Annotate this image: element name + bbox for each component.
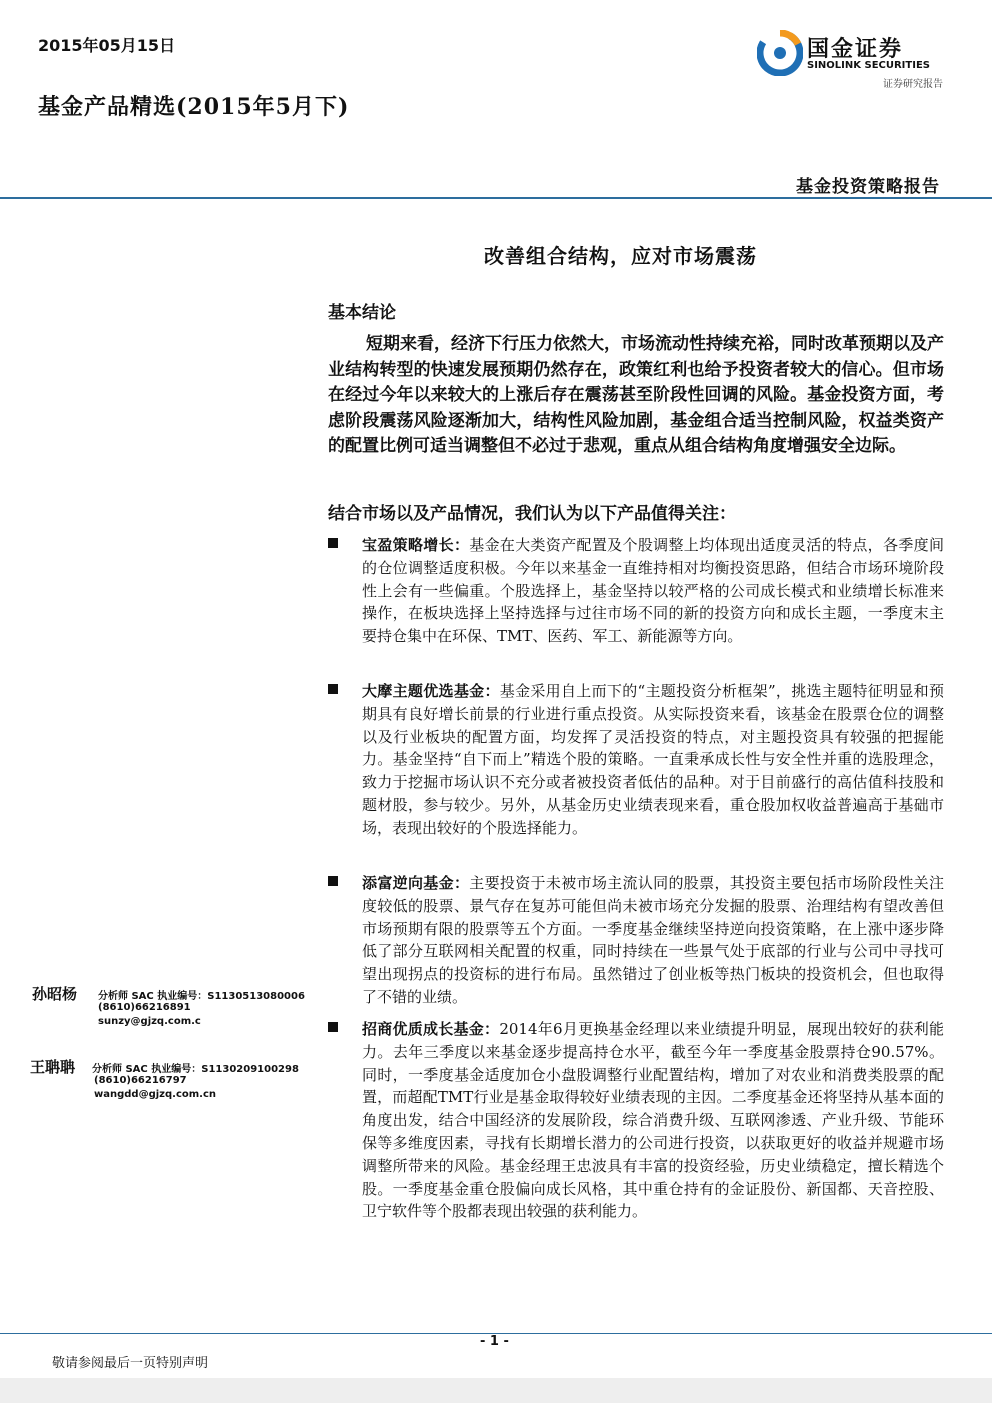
footer-bar (0, 1378, 992, 1403)
fund-item (328, 534, 944, 648)
logo-cn-text: 国金证券 (807, 37, 904, 62)
fund-text: 2014年6月更换基金经理以来业绩提升明显，展现出较好的获利能力。去年三季度以来基金逐步提高持仓水平，截至今年一季度基金股票持仓90.57%。同时，一季度基金适度加仓小盘股调整行业配置结构，增加了对农业和消费类股票的配置，而超配TMT行业是基金取得较好业绩表现的主因。二季度基金还将坚持从基本面的角度出发，结合中国经济的发展阶段，综合消费升级、互联网渗透、产业升级、节能环保等多维度因素，寻找有长期增长潜力的公司进行投资，以获取更好的收益并规避市场调整所带来的风险。基金经理王忠波具有丰富的投资经验，历史业绩稳定，擅长精选个股。一季度基金重仓股偏向成长风格，其中重仓持有的金证股份、新国都、天音控股、卫宁软件等个股都表现出较强的获利能力。 (362, 1020, 944, 1221)
fund-text: 基金采用自上而下的“主题投资分析框架”，挑选主题特征明显和预期具有良好增长前景的行业进行重点投资。从实际投资来看，该基金在股票仓位的调整以及行业板块的配置方面，均发挥了灵活投资的特点，对主题投资具有较强的把握能力。基金坚持“自下而上”精选个股的策略。一直秉承成长性与安全性并重的选股理念，致力于挖掘市场认识不充分或者被投资者低估的品种。对于目前盛行的高估值科技股和题材股，参与较少。另外，从基金历史业绩表现来看，重仓股加权收益普遍高于基础市场，表现出较好的个股选择能力。 (362, 682, 944, 837)
analyst-email[interactable]: sunzy@gjzq.com.c (98, 1016, 201, 1027)
fund-item (328, 680, 944, 840)
headline: 改善组合结构，应对市场震荡 (484, 244, 757, 268)
fund-text: 基金在大类资产配置及个股调整上均体现出适度灵活的特点，各季度间的仓位调整适度积极。今年以来基金一直维持相对均衡投资思路，但结合市场环境阶段性上会有一些偏重。个股选择上，基金坚持以较严格的公司成长模式和业绩增长标准来操作，在板块选择上坚持选择与过往市场不同的新的投资方向和成长主题，一季度末主要持仓集中在环保、TMT、医药、军工、新能源等方向。 (362, 536, 944, 646)
intro-line: 结合市场以及产品情况，我们认为以下产品值得关注： (328, 504, 736, 524)
analyst-license: 分析师 SAC 执业编号：S1130513080006 (98, 991, 305, 1002)
analyst-name: 王聃聃 (30, 1058, 76, 1076)
analyst-phone: (8610)66216797 (94, 1075, 187, 1086)
bullet-icon (328, 684, 338, 694)
bullet-icon (328, 876, 338, 886)
summary-paragraph: 短期来看，经济下行压力依然大，市场流动性持续充裕，同时改革预期以及产业结构转型的快速发展预期仍然存在，政策红利也给予投资者较大的信心。但市场在经过今年以来较大的上涨后存在震荡甚至阶段性回调的风险。基金投资方面，考虑阶段震荡风险逐渐加大，结构性风险加剧，基金组合适当控制风险，权益类资产的配置比例可适当调整但不必过于悲观，重点从组合结构角度增强安全边际。 (328, 334, 944, 457)
analyst-name: 孙昭杨 (32, 985, 78, 1003)
disclaimer-note: 敬请参阅最后一页特别声明 (52, 1356, 209, 1371)
bullet-icon (328, 538, 338, 548)
analyst-phone: (8610)66216891 (98, 1002, 191, 1013)
page-number: - 1 - (480, 1334, 509, 1349)
report-title: 基金产品精选(2015年5月下) (38, 94, 350, 120)
header-rule (0, 197, 992, 199)
fund-name: 招商优质成长基金： (362, 1020, 500, 1038)
report-type: 基金投资策略报告 (796, 177, 940, 197)
logo-en-text: SINOLINK SECURITIES (807, 60, 930, 71)
fund-item (328, 872, 944, 1009)
bullet-icon (328, 1022, 338, 1032)
analyst-email[interactable]: wangdd@gjzq.com.cn (94, 1089, 217, 1100)
analyst-license: 分析师 SAC 执业编号：S1130209100298 (92, 1064, 299, 1075)
fund-name: 添富逆向基金： (362, 874, 470, 892)
report-date: 2015年05月15日 (38, 36, 176, 55)
fund-text: 主要投资于未被市场主流认同的股票，其投资主要包括市场阶段性关注度较低的股票、景气存在复苏可能但尚未被市场充分发掘的股票、治理结构有望改善但市场预期有限的股票等五个方面。一季度基金继续坚持逆向投资策略，在上涨中逐步降低了部分互联网相关配置的权重，同时持续在一些景气处于底部的行业与公司中寻找可望出现拐点的投资标的进行布局。虽然错过了创业板等热门板块的投资机会，但也取得了不错的业绩。 (362, 874, 944, 1006)
fund-name: 宝盈策略增长： (362, 536, 470, 554)
section-label: 基本结论 (328, 303, 396, 323)
fund-item (328, 1018, 944, 1223)
company-logo (757, 30, 947, 90)
sinolink-logo-icon (757, 30, 803, 76)
fund-name: 大摩主题优选基金： (362, 682, 500, 700)
logo-sub-text: 证券研究报告 (883, 79, 943, 90)
